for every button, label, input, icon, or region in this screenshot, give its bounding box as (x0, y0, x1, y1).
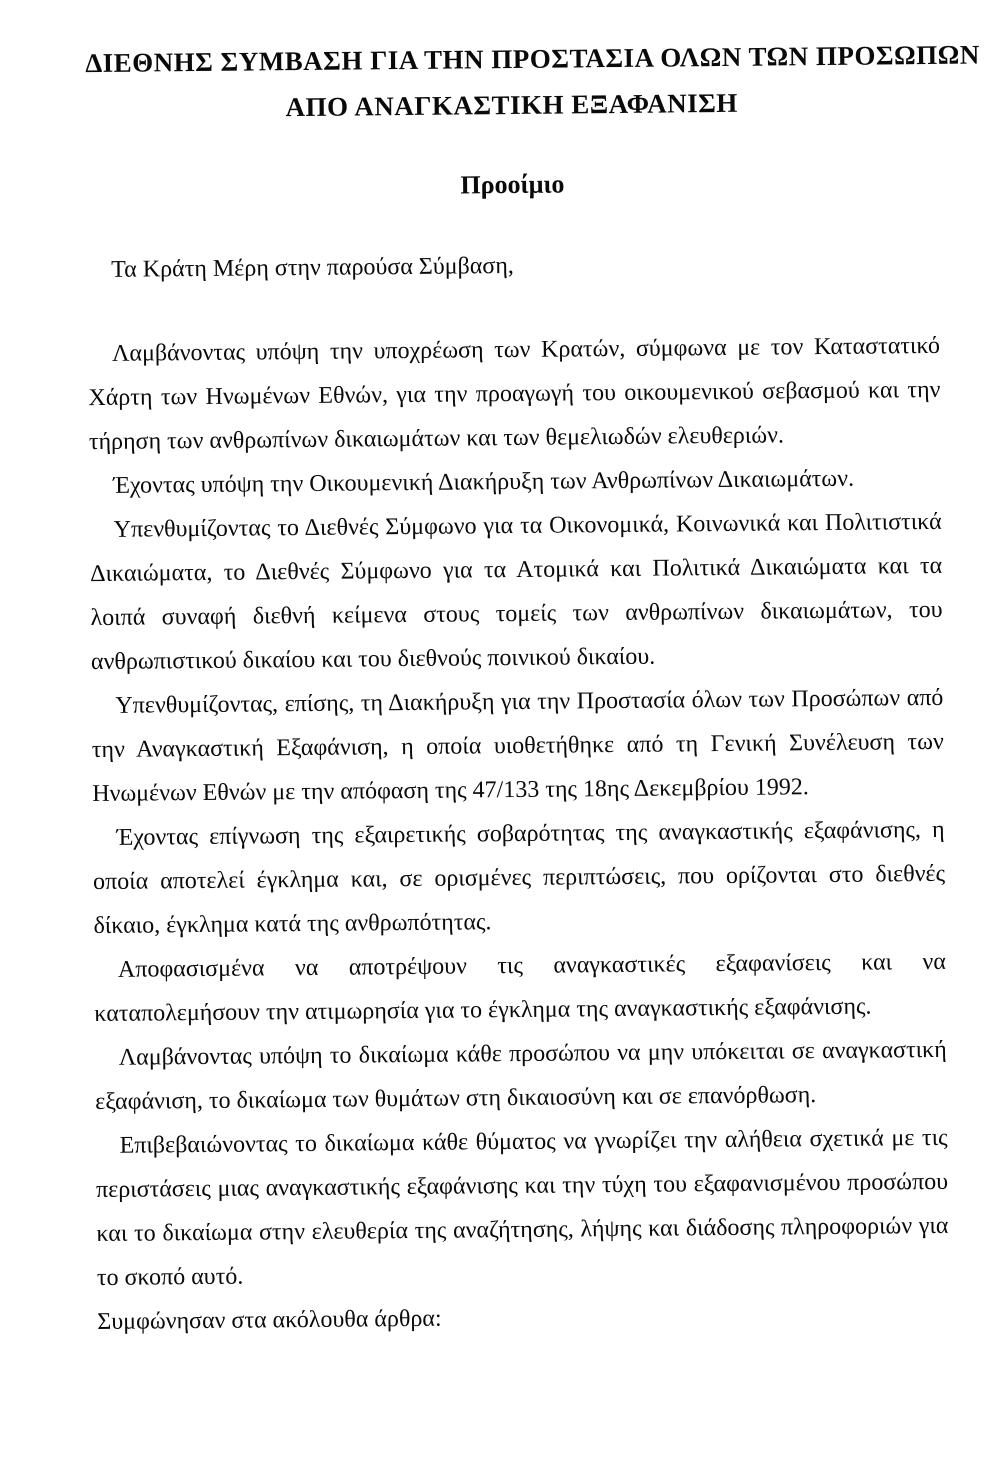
paragraph-right-not-to-be-disappeared: Λαμβάνοντας υπόψη το δικαίωμα κάθε προσώπου να μην υπόκειται σε αναγκαστική εξαφάνιση, το δικαίωμα των θυμάτων στη δικαιοσύνη και σε επανόρθωση. (95, 1036, 947, 1116)
paragraph-extreme-seriousness: Έχοντας επίγνωση της εξαιρετικής σοβαρότητας της αναγκαστικής εξαφάνισης, η οποία αποτελεί έγκλημα και, σε ορισμένες περιπτώσεις, που ορίζονται στο διεθνές δίκαιο, έγκλημα κατά της ανθρωπότητας. (92, 816, 946, 940)
paragraph-universal-declaration: Έχοντας υπόψη την Οικουμενική Διακήρυξη των Ανθρωπίνων Δικαιωμάτων. (113, 465, 855, 499)
preamble-body (87, 240, 949, 1344)
paragraph-right-to-truth: Επιβεβαιώνοντας το δικαίωμα κάθε θύματος να γνωρίζει την αλήθεια σχετικά με τις περιστάσεις μιας αναγκαστικής εξαφάνισης και την τύχη του εξαφανισμένου προσώπου και το δικαίωμα στην ελευθερία της αναζήτησης, λήψης και διάδοσης πληροφοριών για το σκοπό αυτό. (95, 1124, 949, 1292)
section-heading-preamble: Προοίμιο (460, 169, 565, 200)
document-title-line-1: ΔΙΕΘΝΗΣ ΣΥΜΒΑΣΗ ΓΙΑ ΤΗΝ ΠΡΟΣΤΑΣΙΑ ΟΛΩΝ ΤΩΝ ΠΡΟΣΩΠΩΝ (85, 39, 980, 79)
paragraph-agreed-articles: Συμφώνησαν στα ακόλουθα άρθρα: (97, 1305, 442, 1336)
paragraph-states-parties: Τα Κράτη Μέρη στην παρούσα Σύμβαση, (111, 252, 514, 283)
document-content (85, 32, 980, 1344)
paragraph-international-covenants: Υπενθυμίζοντας το Διεθνές Σύμφωνο για τα Οικονομικά, Κοινωνικά και Πολιτιστικά Δικαιώματα, το Διεθνές Σύμφωνο για τα Ατομικά και Πολιτικά Δικαιώματα και τα λοιπά συναφή διεθνή κείμενα στους τομείς των ανθρωπίνων δικαιωμάτων, του ανθρωπιστικού δικαίου και του διεθνούς ποινικού δικαίου. (90, 508, 943, 676)
document-title-line-2: ΑΠΟ ΑΝΑΓΚΑΣΤΙΚΗ ΕΞΑΦΑΝΙΣΗ (285, 87, 738, 123)
paragraph-determined-to-prevent: Αποφασισμένα να αποτρέψουν τις αναγκαστικές εξαφανίσεις και να καταπολεμήσουν την ατιμωρησία για το έγκλημα της αναγκαστικής εξαφάνισης. (94, 948, 947, 1028)
document-title (85, 32, 980, 132)
paragraph-un-charter-obligation: Λαμβάνοντας υπόψη την υποχρέωση των Κρατών, σύμφωνα με τον Καταστατικό Χάρτη των Ηνωμένων Εθνών, για την προαγωγή του οικουμενικού σεβασμού και την τήρηση των ανθρωπίνων δικαιωμάτων και των θεμελιωδών ελευθεριών. (88, 332, 941, 456)
paragraph-declaration-1992: Υπενθυμίζοντας, επίσης, τη Διακήρυξη για την Προστασία όλων των Προσώπων από την Αναγκαστική Εξαφάνιση, η οποία υιοθετήθηκε από τη Γενική Συνέλευση των Ηνωμένων Εθνών με την απόφαση της 47/133 της 18ης Δεκεμβρίου 1992. (91, 684, 944, 808)
